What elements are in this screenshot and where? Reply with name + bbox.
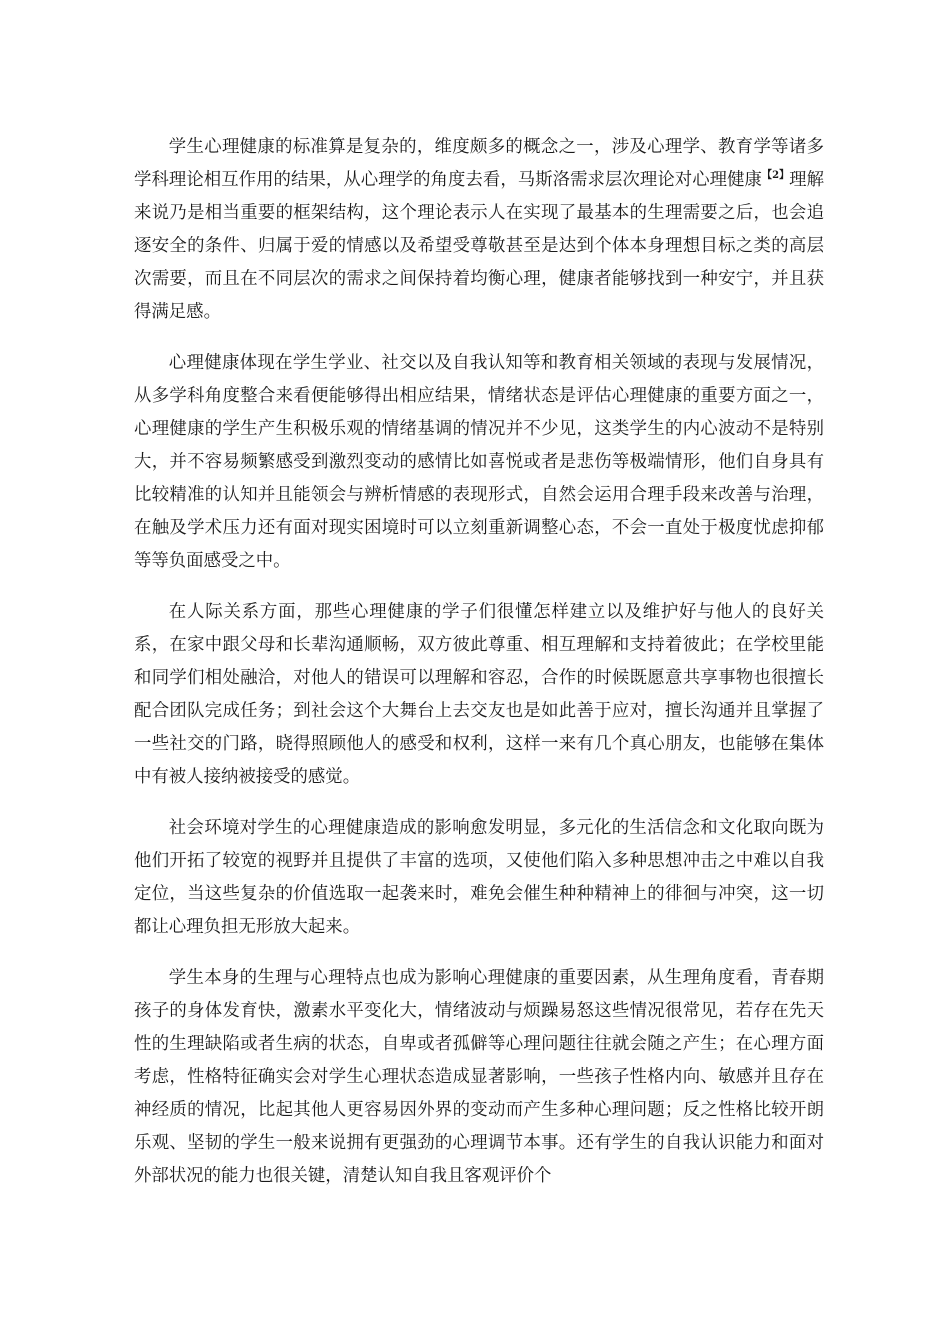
paragraph-1-text-before: 学生心理健康的标准算是复杂的，维度颇多的概念之一，涉及心理学、教育学等诸多学科理论相互作用的结果，从心理学的角度去看，马斯洛需求层次理论对心理健康: [134, 137, 824, 190]
paragraph-1-text-after: 理解来说乃是相当重要的框架结构，这个理论表示人在实现了最基本的生理需要之后，也会追逐安全的条件、归属于爱的情感以及希望受尊敬甚至是达到个体本身理想目标之类的高层次需要，而且在不同层次的需求之间保持着均衡心理，健康者能够找到一种安宁，并且获得满足感。: [134, 170, 824, 322]
citation-marker: 【2】: [762, 170, 790, 182]
document-body: [134, 131, 824, 1211]
paragraph-2: 心理健康体现在学生学业、社交以及自我认知等和教育相关领域的表现与发展情况，从多学科角度整合来看便能够得出相应结果，情绪状态是评估心理健康的重要方面之一，心理健康的学生产生积极乐观的情绪基调的情况并不少见，这类学生的内心波动不是特别大，并不容易频繁感受到激烈变动的感情比如喜悦或者是悲伤等极端情形，他们自身具有比较精准的认知并且能领会与辨析情感的表现形式，自然会运用合理手段来改善与治理，在触及学术压力还有面对现实困境时可以立刻重新调整心态，不会一直处于极度忧虑抑郁等等负面感受之中。: [134, 353, 824, 571]
paragraph-3: 在人际关系方面，那些心理健康的学子们很懂怎样建立以及维护好与他人的良好关系，在家中跟父母和长辈沟通顺畅，双方彼此尊重、相互理解和支持着彼此；在学校里能和同学们相处融洽，对他人的错误可以理解和容忍，合作的时候既愿意共享事物也很擅长配合团队完成任务；到社会这个大舞台上去交友也是如此善于应对，擅长沟通并且掌握了一些社交的门路，晓得照顾他人的感受和权利，这样一来有几个真心朋友，也能够在集体中有被人接纳被接受的感觉。: [134, 602, 824, 787]
paragraph-4: 社会环境对学生的心理健康造成的影响愈发明显，多元化的生活信念和文化取向既为他们开拓了较宽的视野并且提供了丰富的选项，又使他们陷入多种思想冲击之中难以自我定位，当这些复杂的价值选取一起袭来时，难免会催生种种精神上的徘徊与冲突，这一切都让心理负担无形放大起来。: [134, 818, 824, 937]
paragraph-5: 学生本身的生理与心理特点也成为影响心理健康的重要因素，从生理角度看，青春期孩子的身体发育快，激素水平变化大，情绪波动与烦躁易怒这些情况很常见，若存在先天性的生理缺陷或者生病的状态，自卑或者孤僻等心理问题往往就会随之产生；在心理方面考虑，性格特征确实会对学生心理状态造成显著影响，一些孩子性格内向、敏感并且存在神经质的情况，比起其他人更容易因外界的变动而产生多种心理问题；反之性格比较开朗乐观、坚韧的学生一般来说拥有更强劲的心理调节本事。还有学生的自我认识能力和面对外部状况的能力也很关键，清楚认知自我且客观评价个: [134, 968, 824, 1186]
paragraph-1: [134, 131, 824, 329]
